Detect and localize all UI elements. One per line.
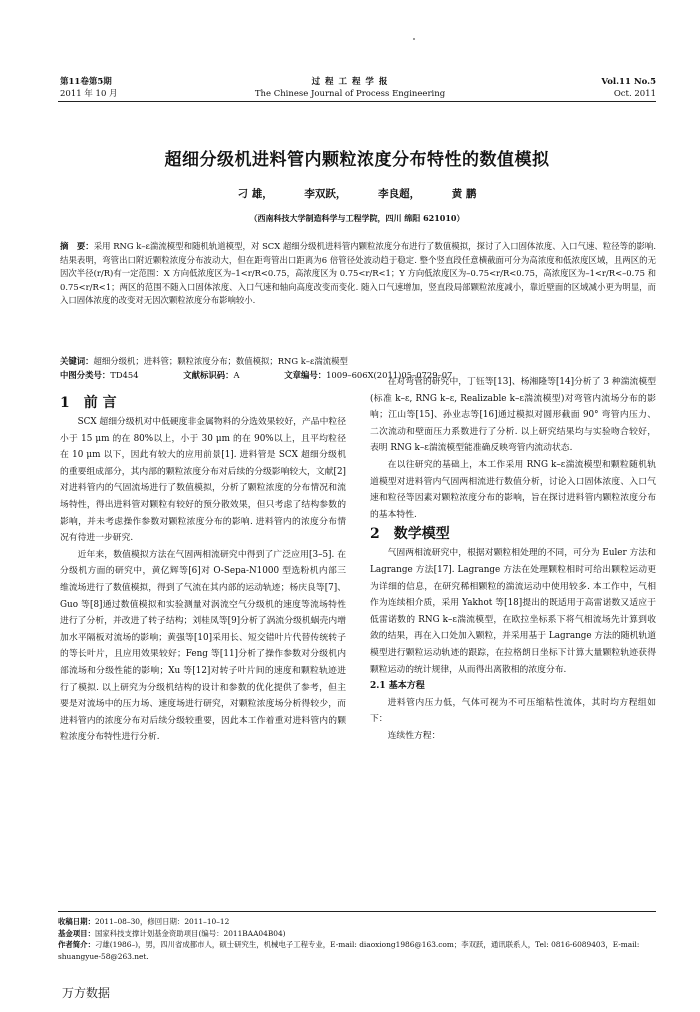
journal-title-en: The Chinese Journal of Process Engineering bbox=[254, 89, 446, 99]
article-no-label: 文章编号： bbox=[284, 370, 327, 380]
header-date-en: Oct. 2011 bbox=[613, 89, 656, 99]
watermark: 万方数据 bbox=[62, 986, 111, 1000]
author-list bbox=[58, 186, 656, 201]
abstract bbox=[60, 240, 656, 308]
doc-code-label: 文献标识码： bbox=[183, 370, 234, 380]
paper-title: 超细分级机进料管内颗粒浓度分布特性的数值模拟 bbox=[164, 150, 550, 170]
keywords-text: 超细分级机；进料管；颗粒浓度分布；数值模拟；RNG k–ε湍流模型 bbox=[93, 356, 348, 366]
keywords bbox=[60, 355, 656, 367]
footnote bbox=[58, 916, 656, 962]
clc-label: 中图分类号： bbox=[60, 370, 111, 380]
section-1-title: 前 言 bbox=[83, 395, 117, 411]
author-bio-label: 作者简介： bbox=[58, 940, 95, 949]
received-dates: 2011–08–30，修回日期：2011–10–12 bbox=[94, 917, 230, 926]
header-date: 2011 年 10 月 bbox=[60, 89, 118, 99]
left-column bbox=[60, 392, 346, 746]
intro-paragraph-3: 在对弯管的研究中，丁钰等[13]、杨湘隆等[14]分析了 3 种湍流模型(标准 k–ε, RNG k–ε, Realizable k–ε湍流模型)对弯管内流场分布的影响；江山等[15]、孙业志等[16]通过模拟对圆形截面 90° 弯管内压力、二次流动和壁面压力系数进行了分析. 以上研究结果均与实验吻合较好，表明 RNG k–ε湍流模型能准确反映弯管内流动状态. bbox=[370, 377, 656, 454]
footnote-received bbox=[58, 916, 656, 928]
section-2-number: 2 bbox=[370, 526, 380, 543]
footnote-fund bbox=[58, 928, 656, 940]
model-paragraph-3: 连续性方程： bbox=[387, 730, 441, 741]
fund-label: 基金项目： bbox=[58, 928, 95, 938]
author-4: 黄 鹏 bbox=[451, 188, 477, 200]
fund-text: 国家科技支撑计划基金资助项目(编号：2011BAA04B04) bbox=[94, 928, 286, 938]
section-2-heading bbox=[370, 523, 656, 545]
received-label: 收稿日期： bbox=[58, 917, 95, 926]
author-1: 刁 雄， bbox=[237, 188, 273, 200]
header-rule bbox=[58, 101, 656, 102]
section-1-heading bbox=[60, 392, 346, 414]
model-paragraph-2: 进料管内压力低，气体可视为不可压缩粘性流体，其时均方程组如下： bbox=[370, 697, 656, 725]
scan-speck bbox=[413, 38, 415, 40]
keywords-label: 关键词： bbox=[60, 356, 94, 366]
author-3: 李良超， bbox=[378, 188, 421, 200]
header-volume: 第11卷第5期 bbox=[60, 77, 112, 87]
journal-title-cn: 过 程 工 程 学 报 bbox=[311, 77, 389, 87]
footnote-author bbox=[58, 939, 656, 962]
author-bio-text: 刁雄(1986–)，男，四川省成都市人，硕士研究生，机械电子工程专业，E-mail: diaoxiong1986@163.com；李双跃，通讯联系人，Tel: 0816-6089403，E-mail: shuangyue-58@263.net. bbox=[58, 940, 640, 961]
footnote-rule bbox=[58, 911, 656, 912]
subsection-2-1-heading: 2.1 基本方程 bbox=[370, 681, 425, 692]
author-2: 李双跃， bbox=[304, 188, 347, 200]
abstract-text: 采用 RNG k–ε湍流模型和随机轨道模型，对 SCX 超细分级机进料管内颗粒浓度分布进行了数值模拟，探讨了入口固体浓度、入口气速、粒径等的影响. 结果表明，弯管出口附近颗粒浓度分布波动大，但在距弯管出口距离为6 倍管径处波动趋于稳定. 整个竖直段任意横截面可分为高浓度和低浓度区域，且两区的无因次半径(r/R)有一定范围：X 方向低浓度区为–1<r/R<0.75，高浓度区为 0.75<r/R<1；Y 方向低浓度区为–0.75<r/R<0.75，高浓度区为–1<r/R<–0.75 和 0.75<r/R<1；两区的范围不随入口固体浓度、入口气速和轴向高度改变而变化. 随入口气速增加，竖直段局部颗粒浓度减小，靠近壁面的区域减小更为明显，而入口固体浓度的改变对无因次颗粒浓度分布影响较小. bbox=[60, 241, 657, 305]
header-vol-en: Vol.11 No.5 bbox=[601, 77, 656, 87]
clc-value: TD454 bbox=[110, 370, 139, 380]
doc-code-value: A bbox=[233, 370, 240, 380]
intro-paragraph-4: 在以往研究的基础上，本工作采用 RNG k–ε湍流模型和颗粒随机轨道模型对进料管内气固两相流进行数值分析，讨论入口固体浓度、入口气速和粒径等因素对颗粒浓度分布的影响，旨在探讨进料管内颗粒浓度分布的基本特性. bbox=[370, 459, 656, 520]
article-no-value: 1009–606X(2011)05–0729–07 bbox=[326, 370, 453, 380]
intro-paragraph-1: SCX 超细分级机对中低硬度非金属物料的分选效果较好，产品中粒径小于 15 μm 的在 80%以上，小于 30 μm 的在 90%以上，且平均粒径在 10 μm 以下，因此有较大的应用前景[1]. 进料管是 SCX 超细分级机的重要组成部分，其内部的颗粒浓度分布对后续的分级影响较大，文献[2]对进料管内的气固流场进行了数值模拟，分析了颗粒浓度的分布情况和流场特性，得出进料管对颗粒有较好的预分散效果，但只考虑了结构参数的影响，并未考虑操作参数对颗粒浓度分布的影响. 进料管内的浓度分布情况有待进一步研究. bbox=[60, 417, 346, 544]
section-1-number: 1 bbox=[60, 395, 70, 411]
intro-paragraph-2: 近年来，数值模拟方法在气固两相流研究中得到了广泛应用[3–5]. 在分级机方面的研究中，黄亿辉等[6]对 O-Sepa-N1000 型选粉机内部三维流场进行了数值模拟，得到了气流在其内部的运动轨迹；杨庆良等[7]、Guo 等[8]通过数值模拟和实验测量对涡流空气分级机的速度等流场特性进行了分析，并改进了转子结构；刘桂凤等[9]分析了涡流分级机蜗壳内增加水平隔板对流场的影响；黄强等[10]采用长、短交错叶片代替传统转子的等长叶片，且应用效果较好；Feng 等[11]分析了操作参数对分级机内部流场和分级性能的影响；Xu 等[12]对转子叶片间的速度和颗粒轨迹进行了模拟. 以上研究为分级机结构的设计和参数的优化提供了参考，但主要是对流场中的压力场、速度场进行研究，对颗粒浓度场分析得较少，而进料管内的浓度分布对后续分级较重要，因此本工作着重对进料管内的颗粒浓度分布特性进行分析. bbox=[60, 549, 346, 743]
affiliation: （西南科技大学制造科学与工程学院，四川 绵阳 621010） bbox=[249, 213, 465, 223]
abstract-label: 摘 要： bbox=[60, 241, 94, 251]
section-2-title: 数学模型 bbox=[393, 526, 450, 543]
model-paragraph-1: 气固两相流研究中，根据对颗粒相处理的不同，可分为 Euler 方法和 Lagrange 方法[17]. Lagrange 方法在处理颗粒相时可给出颗粒运动更为详细的信息，在研究稀相颗粒的湍流运动中使用较多. 本工作中，气相作为连续相介质，采用 Yakhot 等[18]提出的既适用于高雷诺数又适应于低雷诺数的 RNG k–ε湍流模型，在欧拉坐标系下将气相流场先计算到收敛的结果，再在入口处加入颗粒，并采用基于 Lagrange 方法的随机轨道模型进行颗粒运动轨迹的跟踪，在拉格朗日坐标下计算大量颗粒轨迹获得颗粒运动的统计规律，从而得出离散相的浓度分布. bbox=[370, 548, 656, 675]
right-column bbox=[370, 374, 656, 744]
